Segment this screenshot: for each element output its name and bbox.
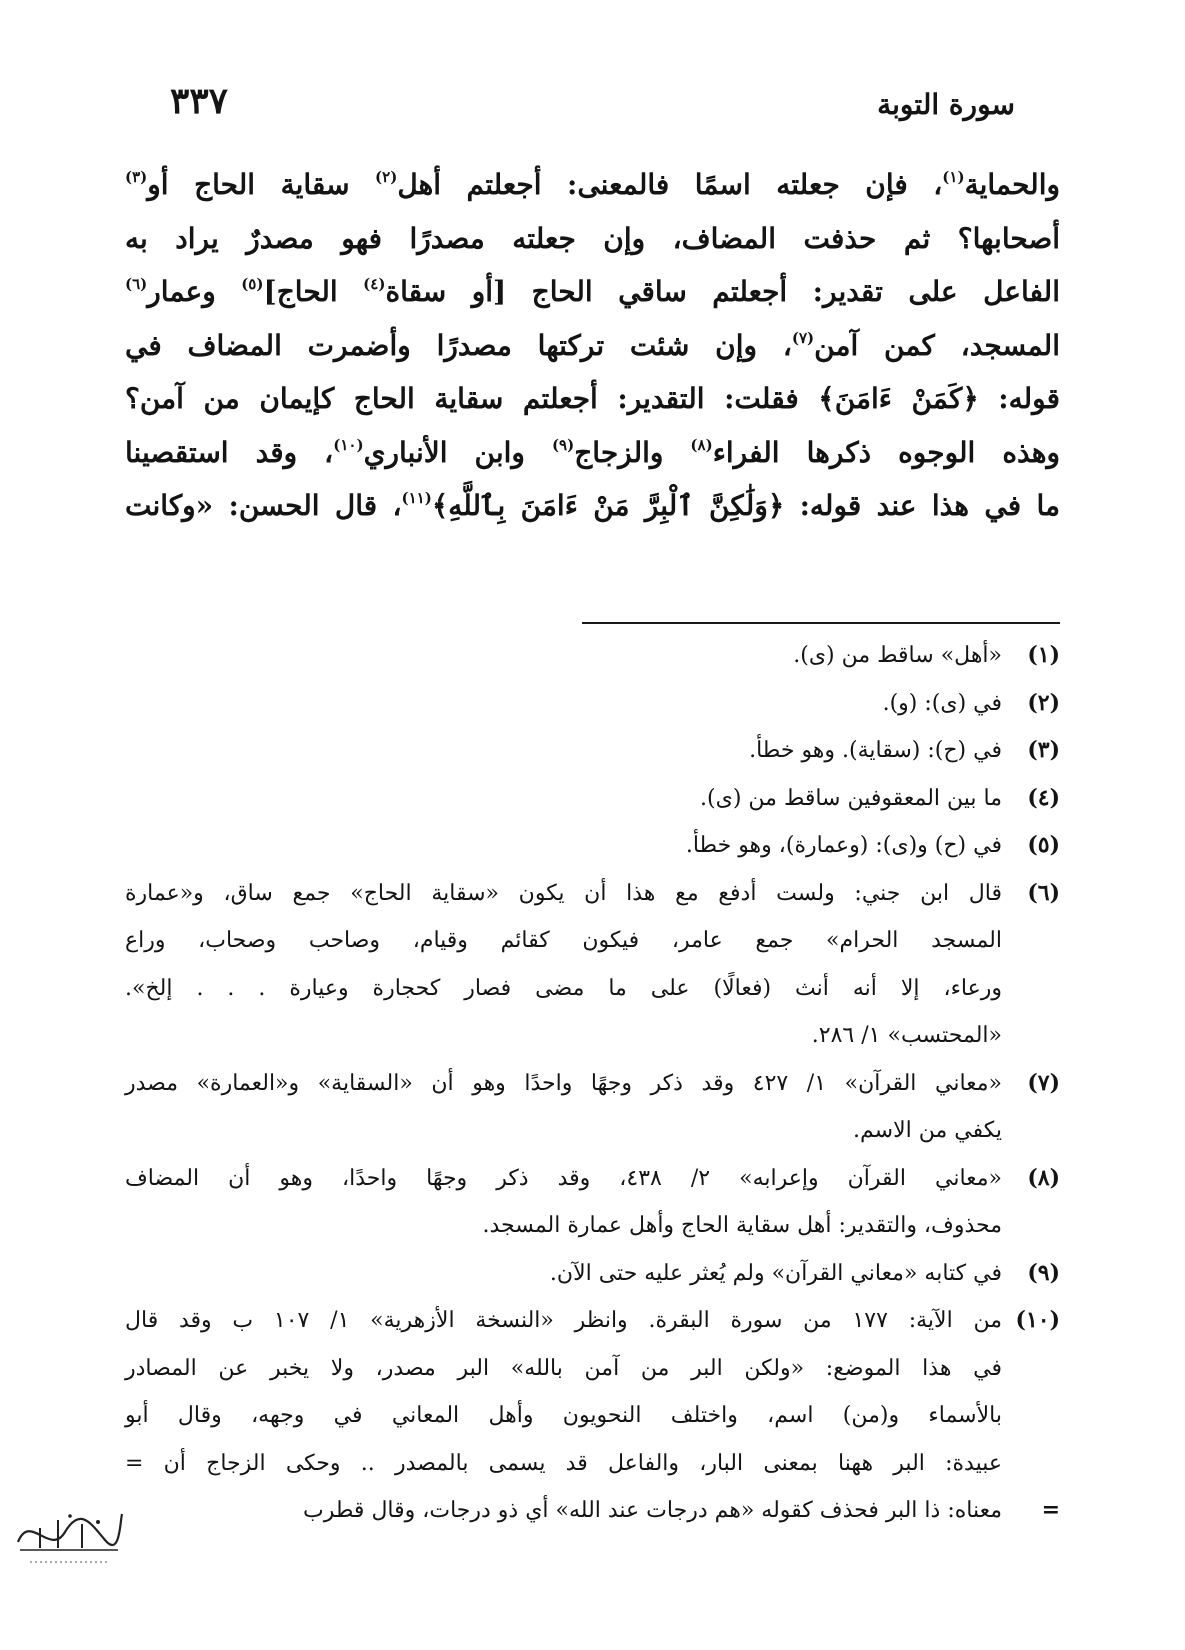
- footnote-line: [125, 1487, 1060, 1535]
- main-text: [125, 158, 1060, 533]
- footnote-ref: (٧): [791, 328, 815, 347]
- footnote-ref: (١٠): [333, 435, 364, 454]
- footnote-ref: (٩): [551, 435, 575, 454]
- footnote-number: (١): [1027, 642, 1060, 668]
- surah-title: سورة التوبة: [877, 88, 1015, 121]
- text-run: سقاية الحاج أو: [147, 168, 376, 201]
- page-header: [170, 80, 1015, 130]
- text-run: ما في هذا عند قوله: ﴿وَلَٰكِنَّ ٱلْبِرَّ مَنْ ءَامَنَ بِٱللَّهِ﴾: [431, 489, 1060, 522]
- footnote-text: «أهل» ساقط من (ى).: [793, 643, 1002, 668]
- footnote-line: [125, 1107, 1060, 1155]
- footnote-separator: [582, 622, 1060, 624]
- footnote-line: [125, 870, 1060, 918]
- footnote-line: [125, 822, 1060, 870]
- footnote-line: [125, 917, 1060, 965]
- text-run: الحاج]: [263, 275, 364, 308]
- footnote-text: «المحتسب» ١/ ٢٨٦.: [811, 1023, 1002, 1048]
- footnote-number: (٥): [1027, 832, 1060, 858]
- footnote-line: [125, 775, 1060, 823]
- footnote-line: [125, 727, 1060, 775]
- footnote-line: [125, 1155, 1060, 1203]
- continuation-mark: =: [1041, 1497, 1060, 1523]
- footnote-line: [125, 1250, 1060, 1298]
- footnote-text: في (ى): (و).: [882, 690, 1002, 716]
- footnote-ref: (٨): [690, 435, 713, 454]
- footnote-ref: (٣): [125, 168, 148, 186]
- footnote-text: محذوف، والتقدير: أهل سقاية الحاج وأهل عمارة المسجد.: [482, 1213, 1002, 1238]
- footnote-text: المسجد الحرام» جمع عامر، فيكون كقائم وقيام، وصاحب وصحاب، وراع: [125, 928, 1002, 953]
- footnote-line: [125, 1297, 1060, 1345]
- footnote-ref: (٤): [363, 275, 386, 293]
- text-run: الفاعل على تقدير: أجعلتم ساقي الحاج [أو سقاة: [385, 275, 1060, 308]
- footnote-number: (٢): [1027, 689, 1060, 716]
- footnote-text: قال ابن جني: ولست أدفع مع هذا أن يكون «سقاية الحاج» جمع ساق، و«عمارة: [125, 880, 1003, 906]
- main-text-line: [125, 479, 1060, 533]
- footnote-text: «معاني القرآن» ١/ ٤٢٧ وقد ذكر وجهًا واحدًا وهو أن «السقاية» و«العمارة» مصدر: [125, 1070, 1003, 1096]
- library-stamp-watermark: [10, 1502, 128, 1572]
- footnote-ref: (٦): [125, 275, 148, 293]
- text-run: ، وإن شئت تركتها مصدرًا وأضمرت المضاف في: [125, 328, 792, 362]
- footnote-text: يكفي من الاسم.: [853, 1118, 1002, 1143]
- text-run: وابن الأنباري: [363, 435, 552, 469]
- text-run: المسجد، كمن آمن: [814, 328, 1060, 362]
- footnote-number: (٦): [1027, 879, 1060, 906]
- footnote-line: [125, 965, 1060, 1013]
- footnote-line: [125, 1440, 1060, 1488]
- page-number: ٣٣٧: [170, 80, 229, 122]
- main-text-line: [125, 212, 1060, 266]
- main-text-line: [125, 426, 1060, 480]
- footnote-ref: (١١): [401, 489, 432, 507]
- footnote-text: في (ح): (سقاية). وهو خطأ.: [749, 738, 1002, 763]
- footnote-line: [125, 1012, 1060, 1060]
- footnote-line: [125, 680, 1060, 728]
- text-run: ، وقد استقصينا: [125, 435, 334, 469]
- footnote-text: في كتابه «معاني القرآن» ولم يُعثر عليه حتى الآن.: [549, 1260, 1002, 1286]
- text-run: ، قال الحسن: «وكانت: [125, 489, 402, 522]
- text-run: أصحابها؟ ثم حذفت المضاف، وإن جعلته مصدرًا فهو مصدرٌ يراد به: [125, 221, 1060, 255]
- footnote-number: (٧): [1027, 1069, 1060, 1096]
- footnote-text: في (ح) و(ى): (وعمارة)، وهو خطأ.: [685, 833, 1002, 858]
- footnote-number: (١٠): [1015, 1307, 1060, 1333]
- main-text-line: [125, 319, 1060, 373]
- main-text-line: [125, 265, 1060, 319]
- footnote-number: (٤): [1027, 784, 1060, 811]
- footnote-text: معناه: ذا البر فحذف كقوله «هم درجات عند الله» أي ذو درجات، وقال قطرب: [303, 1498, 1002, 1523]
- footnote-text: عبيدة: البر ههنا بمعنى البار، والفاعل قد يسمى بالمصدر .. وحكى الزجاج أن =: [125, 1450, 1002, 1476]
- text-run: وعمار: [147, 275, 242, 308]
- footnote-text: من الآية: ١٧٧ من سورة البقرة. وانظر «النسخة الأزهرية» ١/ ١٠٧ ب وقد قال: [125, 1308, 1002, 1333]
- footnote-line: [125, 1202, 1060, 1250]
- footnote-number: (٣): [1027, 737, 1060, 763]
- text-run: ، فإن جعلته اسمًا فالمعنى: أجعلتم أهل: [397, 168, 943, 201]
- footnote-ref: (٢): [375, 168, 398, 186]
- footnote-line: [125, 632, 1060, 680]
- text-run: قوله: ﴿كَمَنْ ءَامَنَ﴾ فقلت: التقدير: أجعلتم سقاية الحاج كإيمان من آمن؟: [125, 382, 1060, 415]
- main-text-line: [125, 372, 1060, 426]
- footnote-number: (٩): [1027, 1259, 1060, 1286]
- text-run: والزجاج: [574, 435, 691, 469]
- footnote-ref: (٥): [241, 275, 264, 293]
- footnote-line: [125, 1392, 1060, 1440]
- footnote-ref: (١): [942, 168, 965, 186]
- footnote-number: (٨): [1027, 1164, 1060, 1191]
- footnotes: [125, 632, 1060, 1535]
- main-text-line: [125, 158, 1060, 212]
- text-run: وهذه الوجوه ذكرها الفراء: [712, 435, 1060, 469]
- footnote-text: ما بين المعقوفين ساقط من (ى).: [700, 785, 1002, 811]
- footnote-line: [125, 1060, 1060, 1108]
- footnote-line: [125, 1345, 1060, 1393]
- footnote-text: «معاني القرآن وإعرابه» ٢/ ٤٣٨، وقد ذكر وجهًا واحدًا، وهو أن المضاف: [125, 1165, 1002, 1191]
- footnote-text: ورعاء، إلا أنه أنث (فعالًا) على ما مضى فصار كحجارة وعيارة . . . إلخ».: [125, 975, 1002, 1001]
- footnote-text: في هذا الموضع: «ولكن البر من آمن بالله» البر مصدر، ولا يخبر عن المصادر: [125, 1355, 1002, 1381]
- text-run: والحماية: [964, 168, 1060, 201]
- footnote-text: بالأسماء و(من) اسم، واختلف النحويون وأهل المعاني في وجهه، وقال أبو: [125, 1403, 1002, 1428]
